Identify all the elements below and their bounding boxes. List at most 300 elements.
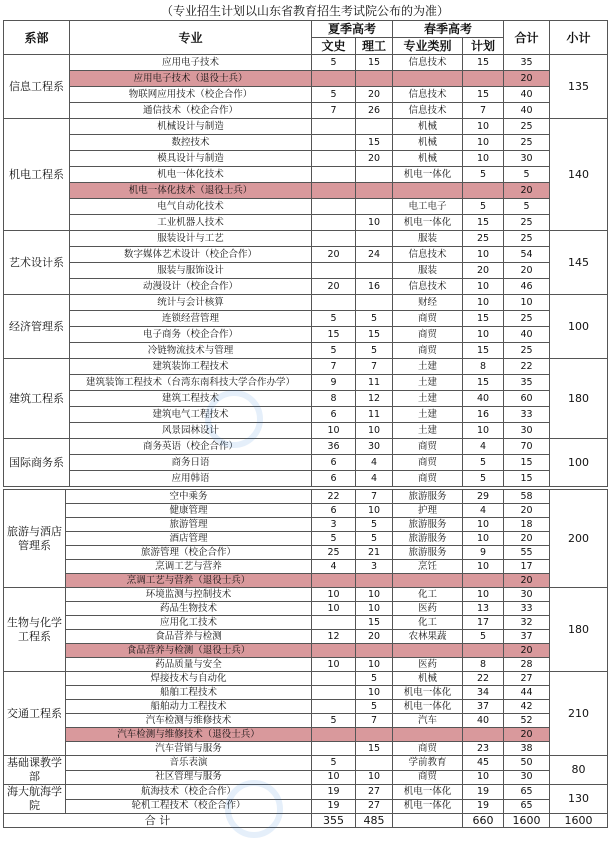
major-cell: 模具设计与制造 — [70, 151, 312, 167]
table-row — [4, 588, 608, 602]
subtotal-cell: 210 — [550, 672, 608, 756]
table-row — [4, 455, 608, 471]
major-cell: 旅游管理 — [66, 518, 312, 532]
wenshi-cell — [312, 574, 356, 588]
major-cell: 应用化工技术 — [66, 616, 312, 630]
table-row — [4, 518, 608, 532]
total-cell: 18 — [504, 518, 550, 532]
ligong-cell: 20 — [356, 630, 393, 644]
dept-cell: 国际商务系 — [4, 439, 70, 487]
ligong-cell: 10 — [356, 504, 393, 518]
wenshi-cell: 5 — [312, 343, 356, 359]
ligong-cell: 10 — [356, 602, 393, 616]
major-cell: 机电一体化技术（退役士兵） — [70, 183, 312, 199]
plan-cell: 15 — [463, 55, 504, 71]
major-cell: 应用电子技术 — [70, 55, 312, 71]
table-row — [4, 151, 608, 167]
major-cell: 健康管理 — [66, 504, 312, 518]
subtotal-cell: 100 — [550, 439, 608, 487]
major-cell: 烹调工艺与营养 — [66, 560, 312, 574]
category-cell: 信息技术 — [393, 103, 463, 119]
header-summer: 夏季高考 — [312, 21, 393, 38]
ligong-cell: 5 — [356, 700, 393, 714]
table-row — [4, 55, 608, 71]
ligong-cell — [356, 728, 393, 742]
category-cell: 商贸 — [393, 327, 463, 343]
table-row — [4, 714, 608, 728]
total-cell: 65 — [504, 799, 550, 814]
table-body-top — [4, 55, 608, 487]
table-row — [4, 199, 608, 215]
category-cell: 土建 — [393, 391, 463, 407]
plan-cell: 19 — [463, 785, 504, 800]
total-cell: 30 — [504, 151, 550, 167]
category-cell: 机械 — [393, 672, 463, 686]
ligong-cell: 24 — [356, 247, 393, 263]
plan-cell — [463, 728, 504, 742]
wenshi-cell: 7 — [312, 103, 356, 119]
category-cell: 机电一体化 — [393, 700, 463, 714]
major-cell: 数字媒体艺术设计（校企合作） — [70, 247, 312, 263]
major-cell: 汽车营销与服务 — [66, 742, 312, 756]
category-cell: 信息技术 — [393, 55, 463, 71]
plan-cell: 10 — [463, 532, 504, 546]
table-row — [4, 295, 608, 311]
table-row — [4, 672, 608, 686]
wenshi-cell — [312, 616, 356, 630]
ligong-cell: 12 — [356, 391, 393, 407]
wenshi-cell — [312, 295, 356, 311]
plan-cell: 15 — [463, 87, 504, 103]
category-cell: 商贸 — [393, 471, 463, 487]
category-cell — [393, 574, 463, 588]
table-row — [4, 263, 608, 279]
ligong-cell: 16 — [356, 279, 393, 295]
total-subtotal: 1600 — [550, 814, 608, 828]
plan-cell: 9 — [463, 546, 504, 560]
wenshi-cell: 8 — [312, 391, 356, 407]
table-row — [4, 407, 608, 423]
total-cell: 27 — [504, 672, 550, 686]
category-cell: 机电一体化 — [393, 799, 463, 814]
major-cell: 应用韩语 — [70, 471, 312, 487]
category-cell: 土建 — [393, 423, 463, 439]
wenshi-cell — [312, 119, 356, 135]
major-cell: 药品生物技术 — [66, 602, 312, 616]
plan-cell: 10 — [463, 518, 504, 532]
total-cell: 28 — [504, 658, 550, 672]
table-row — [4, 658, 608, 672]
wenshi-cell: 19 — [312, 799, 356, 814]
ligong-cell: 7 — [356, 714, 393, 728]
ligong-cell: 15 — [356, 616, 393, 630]
plan-cell: 10 — [463, 327, 504, 343]
total-cell: 25 — [504, 311, 550, 327]
plan-cell: 5 — [463, 455, 504, 471]
ligong-cell — [356, 71, 393, 87]
plan-cell: 8 — [463, 658, 504, 672]
header-wenshi: 文史 — [312, 38, 356, 55]
ligong-cell: 27 — [356, 799, 393, 814]
category-cell: 机械 — [393, 119, 463, 135]
major-cell: 机电一体化技术 — [70, 167, 312, 183]
total-cell: 20 — [504, 183, 550, 199]
plan-cell: 8 — [463, 359, 504, 375]
category-cell — [393, 71, 463, 87]
table-row — [4, 728, 608, 742]
table-row — [4, 490, 608, 504]
plan-cell: 10 — [463, 295, 504, 311]
category-cell: 化工 — [393, 616, 463, 630]
plan-cell: 5 — [463, 630, 504, 644]
subtotal-cell: 140 — [550, 119, 608, 231]
total-cell: 52 — [504, 714, 550, 728]
header-category: 专业类别 — [393, 38, 463, 55]
wenshi-cell — [312, 263, 356, 279]
plan-cell: 5 — [463, 199, 504, 215]
total-sum: 1600 — [504, 814, 550, 828]
wenshi-cell — [312, 728, 356, 742]
plan-cell: 15 — [463, 215, 504, 231]
wenshi-cell: 12 — [312, 630, 356, 644]
category-cell: 商贸 — [393, 439, 463, 455]
wenshi-cell: 6 — [312, 455, 356, 471]
category-cell — [393, 728, 463, 742]
major-cell: 冷链物流技术与管理 — [70, 343, 312, 359]
ligong-cell: 21 — [356, 546, 393, 560]
major-cell: 音乐表演 — [66, 756, 312, 771]
category-cell: 机械 — [393, 151, 463, 167]
total-cell: 40 — [504, 327, 550, 343]
wenshi-cell: 5 — [312, 756, 356, 771]
total-wenshi: 355 — [312, 814, 356, 828]
header-plan: 计划 — [463, 38, 504, 55]
total-cell: 20 — [504, 71, 550, 87]
plan-cell: 25 — [463, 231, 504, 247]
total-cell: 30 — [504, 588, 550, 602]
category-cell: 土建 — [393, 407, 463, 423]
total-cell: 25 — [504, 343, 550, 359]
table-row — [4, 630, 608, 644]
category-cell: 信息技术 — [393, 247, 463, 263]
category-cell: 旅游服务 — [393, 546, 463, 560]
major-cell: 电子商务（校企合作） — [70, 327, 312, 343]
wenshi-cell — [312, 151, 356, 167]
major-cell: 连锁经营管理 — [70, 311, 312, 327]
table-row — [4, 343, 608, 359]
total-cell: 5 — [504, 167, 550, 183]
major-cell: 应用电子技术（退役士兵） — [70, 71, 312, 87]
total-cell: 54 — [504, 247, 550, 263]
table-row — [4, 756, 608, 771]
total-cell: 37 — [504, 630, 550, 644]
wenshi-cell: 6 — [312, 504, 356, 518]
category-cell: 商贸 — [393, 343, 463, 359]
plan-cell: 22 — [463, 672, 504, 686]
plan-cell: 10 — [463, 247, 504, 263]
wenshi-cell: 5 — [312, 87, 356, 103]
major-cell: 商务日语 — [70, 455, 312, 471]
category-cell: 机电一体化 — [393, 686, 463, 700]
plan-cell: 40 — [463, 714, 504, 728]
table-row — [4, 742, 608, 756]
plan-cell: 10 — [463, 560, 504, 574]
table-row — [4, 686, 608, 700]
major-cell: 物联网应用技术（校企合作） — [70, 87, 312, 103]
major-cell: 数控技术 — [70, 135, 312, 151]
total-cell: 22 — [504, 359, 550, 375]
ligong-cell: 30 — [356, 439, 393, 455]
category-cell: 土建 — [393, 375, 463, 391]
category-cell — [393, 183, 463, 199]
total-label: 合 计 — [4, 814, 312, 828]
wenshi-cell: 5 — [312, 714, 356, 728]
wenshi-cell — [312, 135, 356, 151]
ligong-cell — [356, 119, 393, 135]
table-row — [4, 103, 608, 119]
table-row — [4, 119, 608, 135]
wenshi-cell: 10 — [312, 423, 356, 439]
plan-cell: 34 — [463, 686, 504, 700]
major-cell: 统计与会计核算 — [70, 295, 312, 311]
category-cell: 土建 — [393, 359, 463, 375]
header-dept: 系部 — [4, 21, 70, 55]
table-row — [4, 439, 608, 455]
wenshi-cell: 15 — [312, 327, 356, 343]
category-cell: 学前教育 — [393, 756, 463, 771]
total-cell: 30 — [504, 423, 550, 439]
total-ligong: 485 — [356, 814, 393, 828]
plan-cell: 10 — [463, 770, 504, 785]
table-row — [4, 504, 608, 518]
total-category — [393, 814, 463, 828]
category-cell: 护理 — [393, 504, 463, 518]
plan-cell: 15 — [463, 343, 504, 359]
plan-cell: 45 — [463, 756, 504, 771]
major-cell: 环境监测与控制技术 — [66, 588, 312, 602]
subtotal-cell: 145 — [550, 231, 608, 295]
major-cell: 汽车检测与维修技术 — [66, 714, 312, 728]
plan-cell: 4 — [463, 504, 504, 518]
wenshi-cell: 10 — [312, 588, 356, 602]
ligong-cell: 10 — [356, 770, 393, 785]
ligong-cell: 10 — [356, 658, 393, 672]
table-row — [4, 183, 608, 199]
category-cell: 医药 — [393, 602, 463, 616]
major-cell: 酒店管理 — [66, 532, 312, 546]
wenshi-cell: 22 — [312, 490, 356, 504]
major-cell: 建筑电气工程技术 — [70, 407, 312, 423]
wenshi-cell: 10 — [312, 602, 356, 616]
wenshi-cell: 5 — [312, 311, 356, 327]
ligong-cell: 15 — [356, 742, 393, 756]
table-row — [4, 471, 608, 487]
total-cell: 35 — [504, 55, 550, 71]
wenshi-cell: 10 — [312, 770, 356, 785]
wenshi-cell — [312, 742, 356, 756]
wenshi-cell — [312, 215, 356, 231]
ligong-cell: 7 — [356, 359, 393, 375]
total-cell: 70 — [504, 439, 550, 455]
table-row — [4, 700, 608, 714]
major-cell: 服装与服饰设计 — [70, 263, 312, 279]
table-row — [4, 247, 608, 263]
ligong-cell — [356, 183, 393, 199]
wenshi-cell — [312, 167, 356, 183]
table-row — [4, 375, 608, 391]
ligong-cell: 4 — [356, 455, 393, 471]
subtotal-cell: 130 — [550, 785, 608, 814]
category-cell — [393, 644, 463, 658]
wenshi-cell: 7 — [312, 359, 356, 375]
total-cell: 20 — [504, 532, 550, 546]
major-cell: 空中乘务 — [66, 490, 312, 504]
total-cell: 40 — [504, 103, 550, 119]
table-row — [4, 359, 608, 375]
major-cell: 电气自动化技术 — [70, 199, 312, 215]
enrollment-table-bottom — [3, 489, 608, 828]
plan-cell: 15 — [463, 311, 504, 327]
category-cell: 商贸 — [393, 455, 463, 471]
total-cell: 20 — [504, 263, 550, 279]
wenshi-cell: 20 — [312, 247, 356, 263]
plan-cell — [463, 644, 504, 658]
subtotal-cell: 200 — [550, 490, 608, 588]
wenshi-cell: 4 — [312, 560, 356, 574]
total-cell: 17 — [504, 560, 550, 574]
plan-cell: 5 — [463, 167, 504, 183]
dept-cell: 基础课教学部 — [4, 756, 66, 785]
total-cell: 30 — [504, 770, 550, 785]
dept-cell: 建筑工程系 — [4, 359, 70, 439]
wenshi-cell: 3 — [312, 518, 356, 532]
major-cell: 机械设计与制造 — [70, 119, 312, 135]
total-cell: 38 — [504, 742, 550, 756]
ligong-cell: 15 — [356, 55, 393, 71]
plan-cell: 13 — [463, 602, 504, 616]
total-cell: 42 — [504, 700, 550, 714]
ligong-cell: 10 — [356, 686, 393, 700]
major-cell: 药品质量与安全 — [66, 658, 312, 672]
plan-cell: 40 — [463, 391, 504, 407]
table-row — [4, 546, 608, 560]
plan-cell — [463, 71, 504, 87]
total-cell: 25 — [504, 215, 550, 231]
category-cell: 烹饪 — [393, 560, 463, 574]
table-row — [4, 770, 608, 785]
subtotal-cell: 180 — [550, 588, 608, 672]
total-cell: 20 — [504, 504, 550, 518]
wenshi-cell — [312, 199, 356, 215]
wenshi-cell: 25 — [312, 546, 356, 560]
total-cell: 25 — [504, 231, 550, 247]
table-row — [4, 616, 608, 630]
plan-cell: 29 — [463, 490, 504, 504]
dept-cell: 旅游与酒店管理系 — [4, 490, 66, 588]
enrollment-table-top — [3, 20, 608, 487]
plan-cell: 15 — [463, 375, 504, 391]
ligong-cell: 11 — [356, 375, 393, 391]
table-row — [4, 327, 608, 343]
total-cell: 46 — [504, 279, 550, 295]
major-cell: 船舶工程技术 — [66, 686, 312, 700]
table-row — [4, 574, 608, 588]
total-cell: 20 — [504, 574, 550, 588]
total-plan: 660 — [463, 814, 504, 828]
category-cell: 服装 — [393, 231, 463, 247]
subtotal-cell: 135 — [550, 55, 608, 119]
table-row — [4, 423, 608, 439]
category-cell: 汽车 — [393, 714, 463, 728]
dept-cell: 经济管理系 — [4, 295, 70, 359]
category-cell: 机电一体化 — [393, 785, 463, 800]
table-row — [4, 167, 608, 183]
ligong-cell: 5 — [356, 343, 393, 359]
header-spring: 春季高考 — [393, 21, 504, 38]
ligong-cell: 11 — [356, 407, 393, 423]
header-ligong: 理工 — [356, 38, 393, 55]
wenshi-cell: 10 — [312, 658, 356, 672]
major-cell: 焊接技术与自动化 — [66, 672, 312, 686]
plan-cell: 10 — [463, 135, 504, 151]
ligong-cell — [356, 574, 393, 588]
table-body-bottom — [4, 490, 608, 814]
major-cell: 建筑装饰工程技术（台湾东南科技大学合作办学） — [70, 375, 312, 391]
major-cell: 船舶动力工程技术 — [66, 700, 312, 714]
subtotal-cell: 100 — [550, 295, 608, 359]
total-cell: 5 — [504, 199, 550, 215]
total-cell: 15 — [504, 455, 550, 471]
wenshi-cell: 9 — [312, 375, 356, 391]
ligong-cell: 10 — [356, 215, 393, 231]
wenshi-cell: 20 — [312, 279, 356, 295]
ligong-cell: 15 — [356, 327, 393, 343]
table-row — [4, 785, 608, 800]
wenshi-cell: 19 — [312, 785, 356, 800]
ligong-cell — [356, 231, 393, 247]
category-cell: 信息技术 — [393, 87, 463, 103]
table-row — [4, 799, 608, 814]
total-row — [4, 814, 608, 828]
category-cell: 商贸 — [393, 311, 463, 327]
plan-cell: 10 — [463, 279, 504, 295]
ligong-cell — [356, 167, 393, 183]
category-cell: 旅游服务 — [393, 518, 463, 532]
total-cell: 55 — [504, 546, 550, 560]
total-cell: 15 — [504, 471, 550, 487]
header-major: 专业 — [70, 21, 312, 55]
major-cell: 轮机工程技术（校企合作） — [66, 799, 312, 814]
header-subtotal: 小计 — [550, 21, 608, 55]
total-cell: 58 — [504, 490, 550, 504]
table-row — [4, 391, 608, 407]
ligong-cell: 10 — [356, 423, 393, 439]
table-row — [4, 231, 608, 247]
ligong-cell: 4 — [356, 471, 393, 487]
category-cell: 医药 — [393, 658, 463, 672]
category-cell: 财经 — [393, 295, 463, 311]
total-cell: 35 — [504, 375, 550, 391]
ligong-cell — [356, 295, 393, 311]
total-cell: 60 — [504, 391, 550, 407]
ligong-cell: 26 — [356, 103, 393, 119]
ligong-cell: 3 — [356, 560, 393, 574]
category-cell: 化工 — [393, 588, 463, 602]
ligong-cell: 15 — [356, 135, 393, 151]
plan-cell — [463, 183, 504, 199]
wenshi-cell — [312, 183, 356, 199]
major-cell: 服装设计与工艺 — [70, 231, 312, 247]
